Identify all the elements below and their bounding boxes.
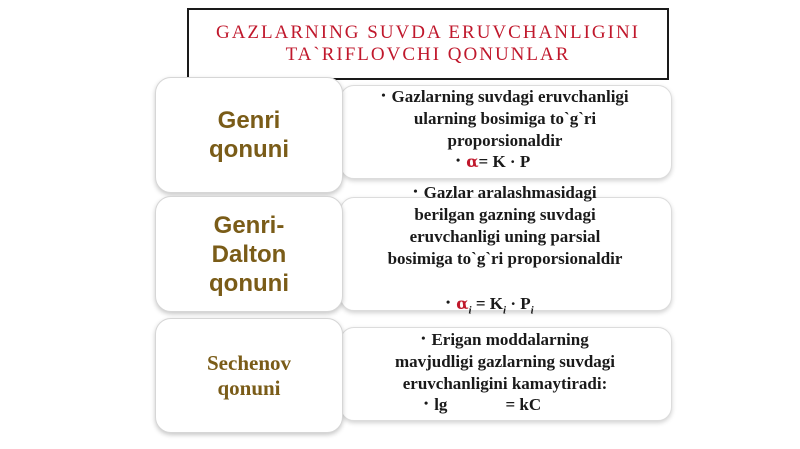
law-name-genri-dalton bbox=[155, 196, 343, 312]
formula-genri: • α= K · P bbox=[456, 152, 531, 171]
law-name-line: qonuni bbox=[209, 136, 289, 163]
formula-lhs: lg bbox=[434, 395, 448, 414]
subscript: i bbox=[503, 304, 507, 317]
law-name-line: qonuni bbox=[209, 269, 289, 297]
desc-line: mavjudligi gazlarning suvdagi bbox=[394, 352, 616, 371]
formula-mid: = K bbox=[471, 294, 503, 313]
law-name-genri bbox=[155, 77, 343, 193]
formula-rest: = kC bbox=[505, 395, 542, 414]
formula-rest: = K · P bbox=[478, 152, 531, 171]
desc-line: berilgan gazning suvdagi bbox=[414, 205, 596, 224]
formula-rest: · P bbox=[506, 294, 531, 313]
law-description-text: • Gazlarning suvdagi eruvchanligi ularning bosimiga to`g`ri proporsionaldir bbox=[345, 84, 665, 152]
desc-line: Gazlar aralashmasidagi bbox=[423, 183, 597, 202]
desc-line: Erigan moddalarning bbox=[431, 330, 589, 349]
subscript: i bbox=[468, 304, 472, 317]
alpha-symbol: α bbox=[456, 294, 469, 313]
formula-genri-dalton: • $\alpha_i = K_i \cdot P_i$ bbox=[446, 294, 534, 317]
law-name-line: Sechenov bbox=[207, 350, 291, 375]
law-name-line: Genri bbox=[217, 107, 281, 134]
alpha-symbol: α bbox=[466, 152, 479, 171]
law-name-line: Genri- bbox=[213, 211, 285, 239]
title-line-1: GAZLARNING SUVDA ERUVCHANLIGINI bbox=[215, 22, 641, 43]
desc-line: proporsionaldir bbox=[447, 131, 563, 150]
title-line-2: TA`RIFLOVCHI QONUNLAR bbox=[285, 44, 571, 65]
desc-line: bosimiga to`g`ri proporsionaldir bbox=[387, 249, 623, 268]
desc-line: ularning bosimiga to`g`ri bbox=[413, 109, 597, 128]
desc-line: eruvchanligini kamaytiradi: bbox=[402, 374, 608, 393]
law-name-sechenov bbox=[155, 318, 343, 433]
slide-title bbox=[187, 8, 669, 80]
law-description-text: • Gazlar aralashmasidagi berilgan gazning suvdagi eruvchanligi uning parsial bosimiga to`g`ri proporsionaldir bbox=[345, 180, 665, 270]
law-name-line: Dalton bbox=[211, 240, 287, 268]
desc-line: eruvchanligi uning parsial bbox=[409, 227, 601, 246]
law-description-text: • Erigan moddalarning mavjudligi gazlarning suvdagi eruvchanligini kamaytiradi: bbox=[345, 327, 665, 395]
formula-sechenov: • lg = kC bbox=[424, 395, 542, 414]
subscript: i bbox=[530, 304, 534, 317]
desc-line: Gazlarning suvdagi eruvchanligi bbox=[391, 87, 629, 106]
law-name-line: qonuni bbox=[217, 375, 281, 400]
